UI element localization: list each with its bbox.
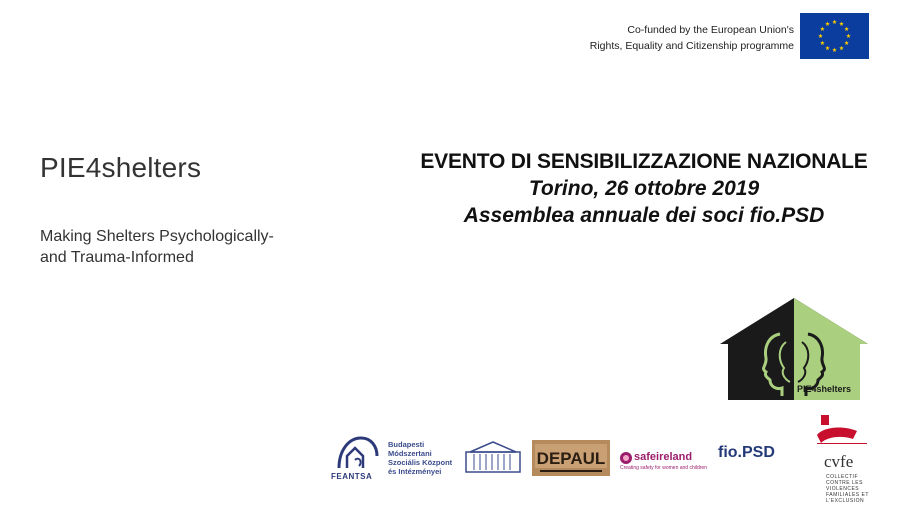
event-block <box>398 150 890 228</box>
bmsk-logo-text <box>388 440 468 476</box>
project-subtitle-line2: and Trauma-Informed <box>40 249 194 266</box>
bmsk-building-icon <box>464 440 522 474</box>
depaul-label: DEPAUL <box>536 449 606 468</box>
event-occasion: Assemblea annuale dei soci fio.PSD <box>463 204 825 227</box>
eu-funding-text <box>494 22 794 54</box>
cvfe-subtitle: COLLECTIF CONTRE LES VIOLENCES FAMILIALES ET L'EXCLUSION <box>826 474 869 504</box>
project-subtitle <box>40 226 320 268</box>
fio-psd-logo: fio.PSD <box>718 444 775 461</box>
eu-funding-line2: Rights, Equality and Citizenship programme <box>589 40 794 52</box>
event-heading: EVENTO DI SENSIBILIZZAZIONE NAZIONALE <box>420 150 868 173</box>
bmsk-line2: Szociális Központ <box>388 458 453 467</box>
project-subtitle-line1: Making Shelters Psychologically- <box>40 228 274 245</box>
safeireland-label: safeireland <box>634 451 693 463</box>
event-place-date: Torino, 26 ottobre 2019 <box>528 177 760 200</box>
pie4shelters-house-logo <box>720 296 868 400</box>
bmsk-line1: Budapesti Módszertani <box>388 440 432 458</box>
bmsk-line3: és Intézményei <box>388 467 442 476</box>
cvfe-label: cvfe <box>824 452 854 471</box>
house-label: PIE4shelters <box>796 384 852 394</box>
safeireland-tagline: Creating safety for women and children <box>620 465 707 471</box>
eu-funding-line1: Co-funded by the European Union's <box>627 24 794 36</box>
feantsa-label: FEANTSA <box>331 472 373 481</box>
depaul-logo <box>532 440 610 476</box>
eu-flag-icon <box>800 13 869 59</box>
project-title: PIE4shelters <box>40 152 202 183</box>
